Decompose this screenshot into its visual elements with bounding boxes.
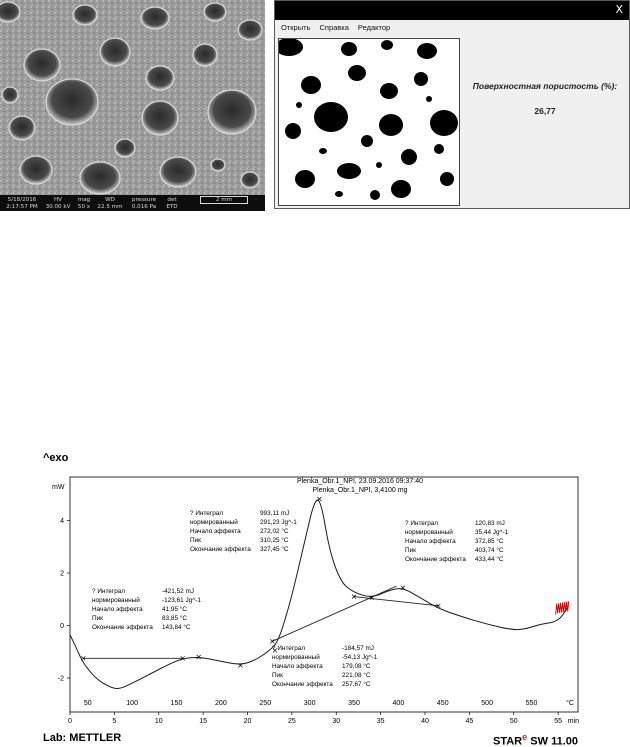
temp-tick-label: 250 — [259, 700, 272, 707]
sem-image — [0, 0, 265, 211]
sem-time: 2:17:57 PM — [6, 203, 38, 210]
annotation-value: 310,25 °C — [260, 537, 289, 544]
sem-date: 5/18/2016 — [7, 197, 37, 203]
y-tick-label: -2 — [57, 675, 64, 683]
sem-datetime — [3, 197, 41, 210]
y-tick-label: 2 — [60, 570, 64, 578]
porosity-value: 26,77 — [534, 106, 556, 116]
annotation-value: 291,23 Jg^-1 — [260, 519, 297, 526]
exo-direction-label: ^exo — [43, 452, 69, 464]
menu-help[interactable]: Справка — [319, 23, 349, 32]
annotation-value: 35,44 Jg^-1 — [475, 529, 509, 536]
annotation-value: 143,84 °C — [162, 624, 191, 631]
annotation-label: нормированный — [272, 654, 320, 661]
annotation-label: нормированный — [190, 519, 238, 526]
annotation-value: 993,11 mJ — [260, 510, 290, 517]
event-marker — [197, 655, 201, 659]
temp-tick-label: 100 — [126, 700, 138, 707]
annotation-value: 372,85 °C — [475, 538, 504, 545]
sem-pressure: pressure 0.016 Pa — [131, 197, 157, 210]
plot-frame — [70, 477, 578, 712]
porosity-label: Поверхностная пористость (%): — [472, 81, 618, 91]
temp-tick-label: 400 — [392, 700, 405, 707]
sem-wd: WD 22.5 mm — [97, 197, 123, 210]
annotation-value: -421,52 mJ — [162, 588, 194, 595]
annotation-label: Пик — [190, 537, 201, 544]
annotation-value: 272,02 °C — [260, 528, 289, 535]
temp-tick-label: 500 — [481, 700, 493, 707]
annotation-value: 403,74 °C — [475, 547, 504, 554]
annotation-label: Начало эффекта — [405, 538, 456, 545]
software-label — [493, 732, 578, 747]
annotation-label: Пик — [405, 547, 416, 554]
temp-tick-label: 350 — [348, 700, 360, 707]
annotation-value: 257,67 °C — [342, 681, 371, 688]
annotation-label: ? Интеграл — [92, 588, 126, 595]
chart-header-line: Plenka_Obr.1_NPI, 23.09.2016 09:37:40 — [296, 478, 424, 485]
annotation-label: Пик — [272, 672, 283, 679]
annotation-value: 179,08 °C — [342, 663, 371, 670]
annotation-label: ? Интеграл — [272, 645, 306, 652]
window-title-bar[interactable] — [275, 1, 629, 20]
annotation-label: ? Интеграл — [190, 510, 224, 517]
annotation-value: -123,61 Jg^-1 — [162, 597, 201, 604]
menu-bar — [275, 20, 629, 35]
sem-det: det ETD — [166, 197, 178, 210]
annotation-label: Пик — [92, 615, 103, 622]
y-tick-label: 0 — [60, 623, 64, 630]
annotation-label: Окончание эффекта — [190, 546, 251, 553]
temp-tick-label: 200 — [215, 700, 227, 707]
x-tick-label: 5 — [112, 718, 117, 725]
dsc-chart — [40, 467, 585, 732]
menu-editor[interactable]: Редактор — [357, 23, 391, 32]
sem-micrograph — [0, 0, 265, 211]
annotation-label: Начало эффекта — [272, 663, 323, 670]
sem-scale-bar: 2 mm — [200, 196, 248, 204]
x-tick-label: 45 — [465, 718, 474, 725]
temp-tick-label: 50 — [83, 700, 92, 707]
annotation-value: 120,83 mJ — [475, 520, 505, 527]
binary-image — [278, 38, 460, 206]
annotation-value: 221,08 °C — [342, 672, 371, 679]
annotation-label: нормированный — [405, 529, 453, 536]
x-tick-label: 20 — [243, 718, 252, 725]
annotation-label: Начало эффекта — [92, 606, 143, 613]
annotation-label: Окончание эффекта — [405, 556, 466, 563]
menu-open[interactable]: Открыть — [281, 23, 311, 32]
sem-hv: HV 30.00 kV — [45, 197, 71, 210]
integration-baseline — [272, 586, 396, 641]
porosity-window — [274, 0, 630, 209]
annotation-value: 433,44 °C — [475, 556, 504, 563]
sem-info-bar — [0, 195, 265, 211]
dsc-chart-svg — [40, 467, 585, 727]
x-tick-label: 50 — [509, 718, 518, 725]
x-tick-label: 40 — [421, 718, 429, 725]
x-tick-label: 30 — [332, 718, 341, 725]
software-mark: e — [522, 732, 528, 742]
x-tick-label: 15 — [199, 718, 208, 725]
event-marker — [270, 639, 274, 643]
lab-label: Lab: METTLER — [43, 732, 122, 744]
event-marker — [317, 497, 321, 501]
annotation-value: -54,13 Jg^-1 — [342, 654, 378, 661]
annotation-value: -184,57 mJ — [342, 645, 374, 652]
x-tick-label: 10 — [154, 718, 163, 725]
x-axis-unit: min — [567, 718, 579, 725]
temp-tick-label: 150 — [170, 700, 183, 707]
annotation-label: нормированный — [92, 597, 140, 604]
binarized-pores — [279, 39, 459, 205]
sem-mag: mag 50 x — [77, 197, 91, 210]
chart-header-line: Plenka_Obr.1_NPI, 3,4100 mg — [312, 487, 408, 494]
annotation-value: 83,85 °C — [162, 615, 187, 622]
x-tick-label: 35 — [376, 718, 385, 725]
annotation-value: 41,95 °C — [162, 606, 187, 613]
software-version: SW 11.00 — [530, 735, 578, 747]
temp-tick-label: 550 — [525, 700, 538, 707]
x-tick-label: 0 — [68, 718, 72, 725]
temp-tick-label: 300 — [303, 700, 316, 707]
annotation-label: Начало эффекта — [190, 528, 241, 535]
annotation-label: ? Интеграл — [405, 520, 439, 527]
x-tick-label: 25 — [287, 718, 296, 725]
y-tick-label: 4 — [60, 518, 64, 525]
x-tick-label: 55 — [554, 718, 563, 725]
close-button[interactable]: X — [615, 3, 623, 16]
curve-end-marker — [556, 601, 569, 614]
annotation-label: Окончание эффекта — [92, 624, 153, 631]
software-brand: STAR — [493, 735, 523, 747]
temp-axis-unit: °C — [566, 700, 574, 707]
annotation-value: 327,45 °C — [260, 546, 289, 553]
y-axis-unit: mW — [52, 484, 65, 491]
annotation-label: Окончание эффекта — [272, 681, 333, 688]
temp-tick-label: 450 — [436, 700, 449, 707]
